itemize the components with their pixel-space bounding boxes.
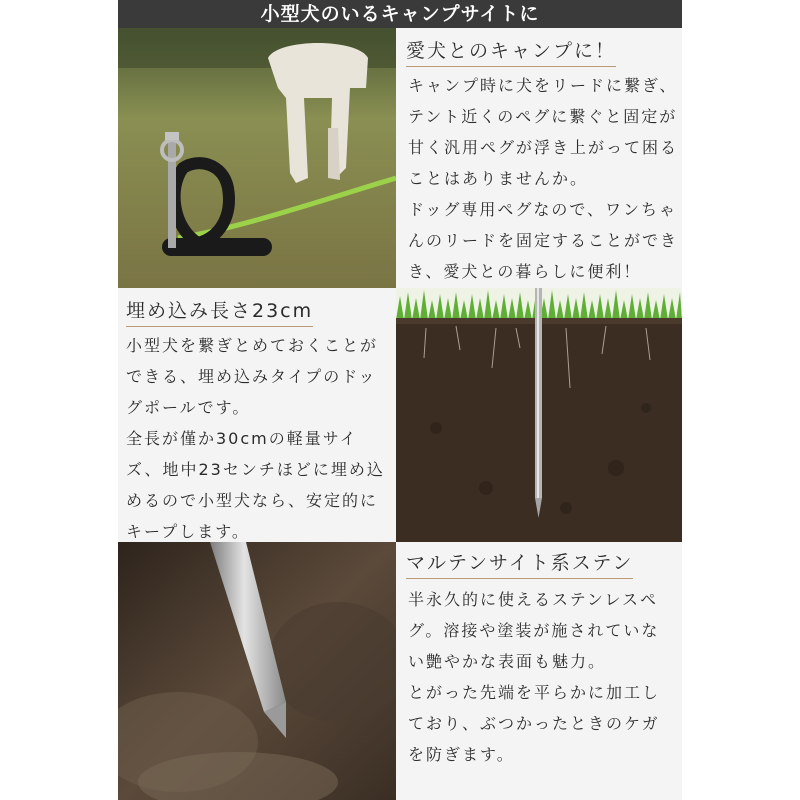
- section1-body: [408, 70, 680, 287]
- peg-tip-closeup-photo: [118, 542, 396, 800]
- section2-line: 全長が僅か30cmの軽量サイ: [126, 429, 358, 448]
- section3-line: ており、ぶつかったときのケガ: [408, 714, 660, 733]
- section1-line: キャンプ時に犬をリードに繋ぎ、: [408, 76, 678, 95]
- section2-line: 小型犬を繋ぎとめておくことが: [126, 336, 379, 355]
- section2-text-panel: [118, 288, 396, 542]
- soil-cross-section-photo: [396, 288, 682, 542]
- section3-line: い艶やかな表面も魅力。: [408, 652, 607, 671]
- section1-text-panel: [396, 28, 682, 288]
- section1-line: ことはありませんか。: [408, 169, 589, 188]
- section3-line: とがった先端を平らかに加工し: [408, 683, 661, 702]
- section3-text-panel: [396, 542, 682, 800]
- section2-line: めるので小型犬なら、安定的に: [126, 491, 379, 510]
- section3-heading: マルテンサイト系ステン: [406, 550, 633, 579]
- section1-line: んのリードを固定することができ: [408, 231, 679, 250]
- section2-line: できる、埋め込みタイプのドッ: [126, 367, 377, 386]
- section2-body: [126, 330, 394, 542]
- page-banner: 小型犬のいるキャンプサイトに: [118, 0, 682, 28]
- section3-line: グ。溶接や塗装が施されていな: [408, 621, 660, 640]
- section2-line: キープします。: [126, 522, 250, 541]
- section3-body: [408, 584, 680, 770]
- section2-line: グポールです。: [126, 398, 251, 417]
- section1-heading: 愛犬とのキャンプに！: [406, 38, 616, 67]
- section1-line: ドッグ専用ペグなので、ワンちゃ: [408, 200, 678, 219]
- dog-peg-photo: [118, 28, 396, 288]
- section3-line: 半永久的に使えるステンレスペ: [408, 590, 659, 609]
- section3-line: を防ぎます。: [408, 745, 515, 764]
- section2-line: ズ、地中23センチほどに埋め込: [126, 460, 385, 479]
- section1-line: 甘く汎用ペグが浮き上がって困る: [408, 138, 679, 157]
- section1-line: テント近くのペグに繋ぐと固定が: [408, 107, 678, 126]
- section1-line: き、愛犬との暮らしに便利！: [408, 262, 642, 281]
- section2-heading: 埋め込み長さ23cm: [126, 298, 313, 327]
